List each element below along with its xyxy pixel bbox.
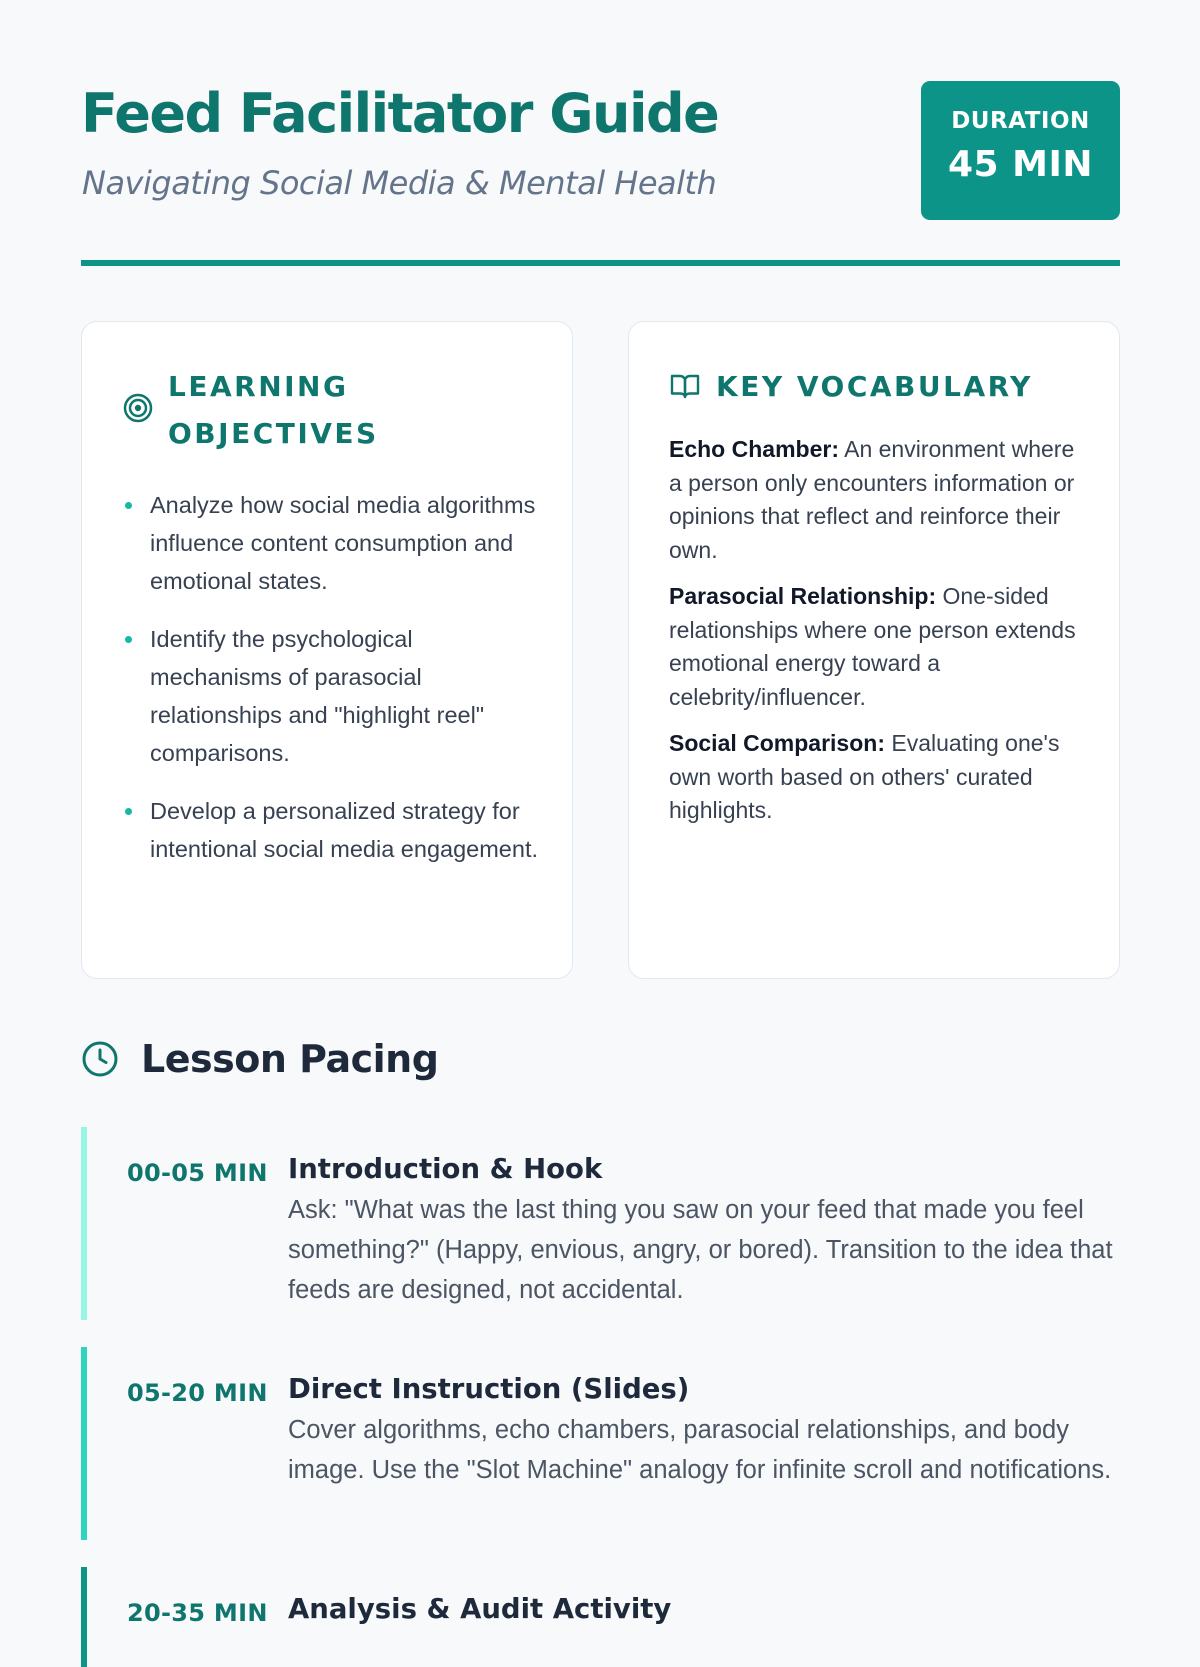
pacing-segment — [81, 1127, 1120, 1320]
vocabulary-term: Echo Chamber: — [669, 436, 839, 462]
bullet-icon — [125, 502, 132, 509]
segment-title: Introduction & Hook — [288, 1153, 603, 1185]
segment-timeline-bar — [81, 1347, 87, 1540]
duration-badge — [921, 81, 1120, 220]
vocabulary-heading: KEY VOCABULARY — [716, 370, 1033, 403]
page-title: Feed Facilitator Guide — [81, 82, 719, 145]
objective-item — [122, 792, 542, 868]
duration-value: 45 MIN — [948, 144, 1093, 185]
lesson-pacing-heading: Lesson Pacing — [141, 1037, 439, 1081]
segment-description: Ask: "What was the last thing you saw on your feed that made you feel something?" (Happy, envious, angry, or bored). Transition to the idea that feeds are designed, not accidental. — [288, 1196, 1113, 1304]
vocabulary-item — [669, 433, 1089, 567]
objective-item — [122, 620, 542, 772]
vocabulary-item — [669, 727, 1089, 828]
segment-timeline-bar — [81, 1567, 87, 1667]
vocabulary-item — [669, 580, 1089, 714]
target-icon — [122, 392, 154, 424]
bullet-icon — [125, 808, 132, 815]
segment-time: 05-20 MIN — [127, 1379, 268, 1407]
segment-title: Analysis & Audit Activity — [288, 1593, 672, 1625]
objectives-list — [122, 486, 542, 888]
page-subtitle: Navigating Social Media & Mental Health — [82, 164, 717, 202]
learning-objectives-card — [81, 321, 573, 979]
objective-item — [122, 486, 542, 600]
segment-title: Direct Instruction (Slides) — [288, 1373, 690, 1405]
vocabulary-term: Social Comparison: — [669, 730, 885, 756]
bullet-icon — [125, 636, 132, 643]
vocabulary-list — [669, 433, 1089, 841]
segment-time: 00-05 MIN — [127, 1159, 268, 1187]
pacing-segment — [81, 1347, 1120, 1540]
objective-text: Develop a personalized strategy for intentional social media engagement. — [150, 798, 539, 862]
vocabulary-definition: An environment where a person only encounters information or opinions that reflect and reinforce their own. — [669, 436, 1075, 563]
book-icon — [669, 370, 701, 402]
pacing-segment — [81, 1567, 1120, 1667]
objective-text: Identify the psychological mechanisms of parasocial relationships and "highlight reel" comparisons. — [150, 626, 485, 766]
vocabulary-definition: Evaluating one's own worth based on others' curated highlights. — [669, 730, 1060, 823]
duration-label: DURATION — [951, 108, 1090, 134]
objectives-heading: LEARNING OBJECTIVES — [168, 370, 379, 450]
header-divider — [81, 260, 1120, 266]
vocabulary-definition: One-sided relationships where one person extends emotional energy toward a celebrity/influencer. — [669, 583, 1076, 710]
segment-description: Cover algorithms, echo chambers, parasocial relationships, and body image. Use the "Slot Machine" analogy for infinite scroll and notifications. — [288, 1416, 1112, 1484]
segment-timeline-bar — [81, 1127, 87, 1320]
objective-text: Analyze how social media algorithms influence content consumption and emotional states. — [150, 492, 536, 594]
vocabulary-term: Parasocial Relationship: — [669, 583, 937, 609]
key-vocabulary-card — [628, 321, 1120, 979]
clock-icon — [81, 1040, 119, 1078]
segment-time: 20-35 MIN — [127, 1599, 268, 1627]
